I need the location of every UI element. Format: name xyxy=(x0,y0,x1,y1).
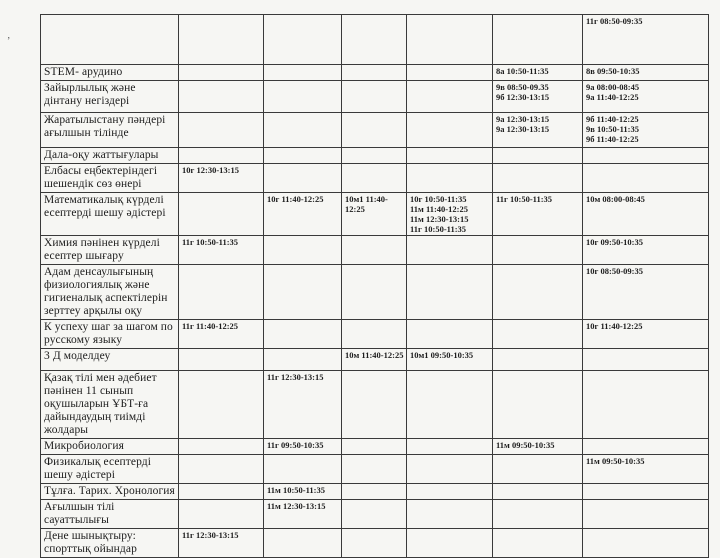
time-cell xyxy=(179,148,264,164)
time-cell: 8а 10:50-11:35 xyxy=(493,65,583,81)
time-cell xyxy=(342,529,407,558)
time-cell xyxy=(264,164,342,193)
time-cell xyxy=(179,65,264,81)
time-cell xyxy=(179,113,264,148)
schedule-table xyxy=(40,14,709,558)
time-entry: 9б 12:30-13:15 xyxy=(496,92,550,102)
time-cell xyxy=(407,265,493,320)
table-row xyxy=(41,439,709,455)
time-cell xyxy=(407,15,493,65)
time-cell xyxy=(493,529,583,558)
time-cell xyxy=(342,500,407,529)
time-cell xyxy=(179,265,264,320)
time-cell xyxy=(493,320,583,349)
time-cell: 11г 10:50-11:35 xyxy=(179,236,264,265)
subject-cell: Зайырлылық және дінтану негіздері xyxy=(41,81,179,113)
time-cell xyxy=(342,15,407,65)
time-cell: 11г 11:40-12:25 xyxy=(179,320,264,349)
time-cell xyxy=(179,193,264,236)
time-cell xyxy=(342,320,407,349)
time-entry: 9а 11:40-12:25 xyxy=(586,92,639,102)
time-cell xyxy=(493,148,583,164)
time-cell: 11г 10:50-11:35 xyxy=(493,193,583,236)
table-row xyxy=(41,455,709,484)
time-cell xyxy=(583,484,709,500)
time-cell xyxy=(179,439,264,455)
time-cell xyxy=(407,81,493,113)
time-cell xyxy=(493,15,583,65)
time-cell: 11м 12:30-13:15 xyxy=(264,500,342,529)
time-entry: 9а 12:30-13:15 xyxy=(496,124,550,134)
subject-cell: Микробиология xyxy=(41,439,179,455)
time-cell xyxy=(407,148,493,164)
time-cell xyxy=(264,320,342,349)
time-cell: 10г 08:50-09:35 xyxy=(583,265,709,320)
time-cell xyxy=(342,236,407,265)
time-cell xyxy=(583,529,709,558)
table-row xyxy=(41,529,709,558)
time-cell: 10г 12:30-13:15 xyxy=(179,164,264,193)
time-cell xyxy=(583,349,709,371)
time-cell xyxy=(179,500,264,529)
time-cell xyxy=(583,81,709,113)
time-cell: 11г 12:30-13:15 xyxy=(179,529,264,558)
table-row xyxy=(41,148,709,164)
time-cell xyxy=(407,193,493,236)
time-cell: 11г 08:50-09:35 xyxy=(583,15,709,65)
time-cell xyxy=(264,529,342,558)
time-cell xyxy=(179,484,264,500)
time-cell xyxy=(407,236,493,265)
time-cell xyxy=(583,148,709,164)
time-cell xyxy=(342,148,407,164)
time-cell: 10м 08:00-08:45 xyxy=(583,193,709,236)
time-cell xyxy=(264,349,342,371)
subject-cell: Елбасы еңбектеріндегі шешендік сөз өнері xyxy=(41,164,179,193)
table-row xyxy=(41,81,709,113)
time-cell xyxy=(264,455,342,484)
time-entry: 9а 12:30-13:15 xyxy=(496,114,550,124)
time-cell xyxy=(493,371,583,439)
table-row xyxy=(41,164,709,193)
time-cell: 10м1 09:50-10:35 xyxy=(407,349,493,371)
time-cell xyxy=(179,349,264,371)
time-cell: 11г 09:50-10:35 xyxy=(264,439,342,455)
time-cell: 10м1 11:40-12:25 xyxy=(342,193,407,236)
schedule-body xyxy=(41,15,709,558)
time-cell xyxy=(342,484,407,500)
table-row xyxy=(41,371,709,439)
time-cell xyxy=(342,164,407,193)
table-row xyxy=(41,236,709,265)
time-cell xyxy=(493,113,583,148)
time-cell xyxy=(264,81,342,113)
table-row xyxy=(41,500,709,529)
table-row xyxy=(41,265,709,320)
table-row xyxy=(41,113,709,148)
time-cell xyxy=(407,439,493,455)
time-cell: 8в 09:50-10:35 xyxy=(583,65,709,81)
time-cell xyxy=(264,113,342,148)
time-cell xyxy=(264,236,342,265)
time-cell xyxy=(493,265,583,320)
time-cell: 11м 09:50-10:35 xyxy=(493,439,583,455)
time-cell xyxy=(407,455,493,484)
time-cell xyxy=(407,500,493,529)
time-cell xyxy=(342,455,407,484)
time-cell xyxy=(407,371,493,439)
time-cell xyxy=(583,500,709,529)
time-cell xyxy=(179,15,264,65)
time-cell xyxy=(407,484,493,500)
time-cell xyxy=(583,439,709,455)
time-entry: 9в 08:50-09.35 xyxy=(496,82,549,92)
time-cell xyxy=(583,164,709,193)
time-cell: 10г 09:50-10:35 xyxy=(583,236,709,265)
time-cell xyxy=(583,371,709,439)
table-row xyxy=(41,320,709,349)
time-entry: 9а 08:00-08:45 xyxy=(586,82,640,92)
time-cell: 11м 09:50-10:35 xyxy=(583,455,709,484)
time-cell xyxy=(583,113,709,148)
time-cell xyxy=(407,529,493,558)
table-row xyxy=(41,15,709,65)
time-cell xyxy=(342,81,407,113)
subject-cell: Ағылшын тілі сауаттылығы xyxy=(41,500,179,529)
time-cell xyxy=(493,81,583,113)
time-entry: 10г 10:50-11:35 xyxy=(410,194,467,204)
time-cell xyxy=(179,81,264,113)
time-cell xyxy=(407,320,493,349)
time-cell: 10м 11:40-12:25 xyxy=(342,349,407,371)
subject-cell xyxy=(41,15,179,65)
time-cell xyxy=(493,455,583,484)
time-cell xyxy=(342,371,407,439)
subject-cell: Физикалық есептерді шешу әдістері xyxy=(41,455,179,484)
time-cell: 11г 12:30-13:15 xyxy=(264,371,342,439)
time-entry: 9в 10:50-11:35 xyxy=(586,124,639,134)
time-cell xyxy=(179,455,264,484)
time-cell xyxy=(407,65,493,81)
time-cell xyxy=(493,500,583,529)
subject-cell: Математикалық күрделі есептерді шешу әдістері xyxy=(41,193,179,236)
subject-cell: К успеху шаг за шагом по русскому языку xyxy=(41,320,179,349)
table-row xyxy=(41,484,709,500)
time-cell xyxy=(342,65,407,81)
scan-mark: ʼ xyxy=(7,36,11,47)
time-entry: 11г 10:50-11:35 xyxy=(410,224,467,234)
time-cell xyxy=(493,484,583,500)
time-cell xyxy=(407,164,493,193)
time-cell xyxy=(264,15,342,65)
table-row xyxy=(41,193,709,236)
table-row xyxy=(41,349,709,371)
time-entry: 11м 11:40-12:25 xyxy=(410,204,468,214)
time-cell xyxy=(342,439,407,455)
time-cell: 11м 10:50-11:35 xyxy=(264,484,342,500)
time-cell xyxy=(264,65,342,81)
subject-cell: 3 Д моделдеу xyxy=(41,349,179,371)
time-entry: 9б 11:40-12:25 xyxy=(586,134,639,144)
time-entry: 9б 11:40-12:25 xyxy=(586,114,639,124)
subject-cell: Қазақ тілі мен әдебиет пәнінен 11 сынып оқушыларын ҰБТ-ға дайындаудың тиімді жолдары xyxy=(41,371,179,439)
time-cell xyxy=(179,371,264,439)
subject-cell: Жаратылыстану пәндері ағылшын тілінде xyxy=(41,113,179,148)
time-cell xyxy=(342,113,407,148)
time-cell: 10г 11:40-12:25 xyxy=(583,320,709,349)
subject-cell: Химия пәнінен күрделі есептер шығару xyxy=(41,236,179,265)
time-cell xyxy=(342,265,407,320)
subject-cell: Дене шынықтыру: спорттық ойындар xyxy=(41,529,179,558)
subject-cell: STEM- арудино xyxy=(41,65,179,81)
time-entry: 11м 12:30-13:15 xyxy=(410,214,469,224)
time-cell xyxy=(493,349,583,371)
subject-cell: Адам денсаулығының физиологиялық және гигиеналық аспектілерін зерттеу арқылы оқу xyxy=(41,265,179,320)
time-cell: 10г 11:40-12:25 xyxy=(264,193,342,236)
time-cell xyxy=(407,113,493,148)
time-cell xyxy=(264,265,342,320)
subject-cell: Дала-оқу жаттығулары xyxy=(41,148,179,164)
time-cell xyxy=(264,148,342,164)
table-row xyxy=(41,65,709,81)
time-cell xyxy=(493,164,583,193)
subject-cell: Тұлға. Тарих. Хронология xyxy=(41,484,179,500)
time-cell xyxy=(493,236,583,265)
